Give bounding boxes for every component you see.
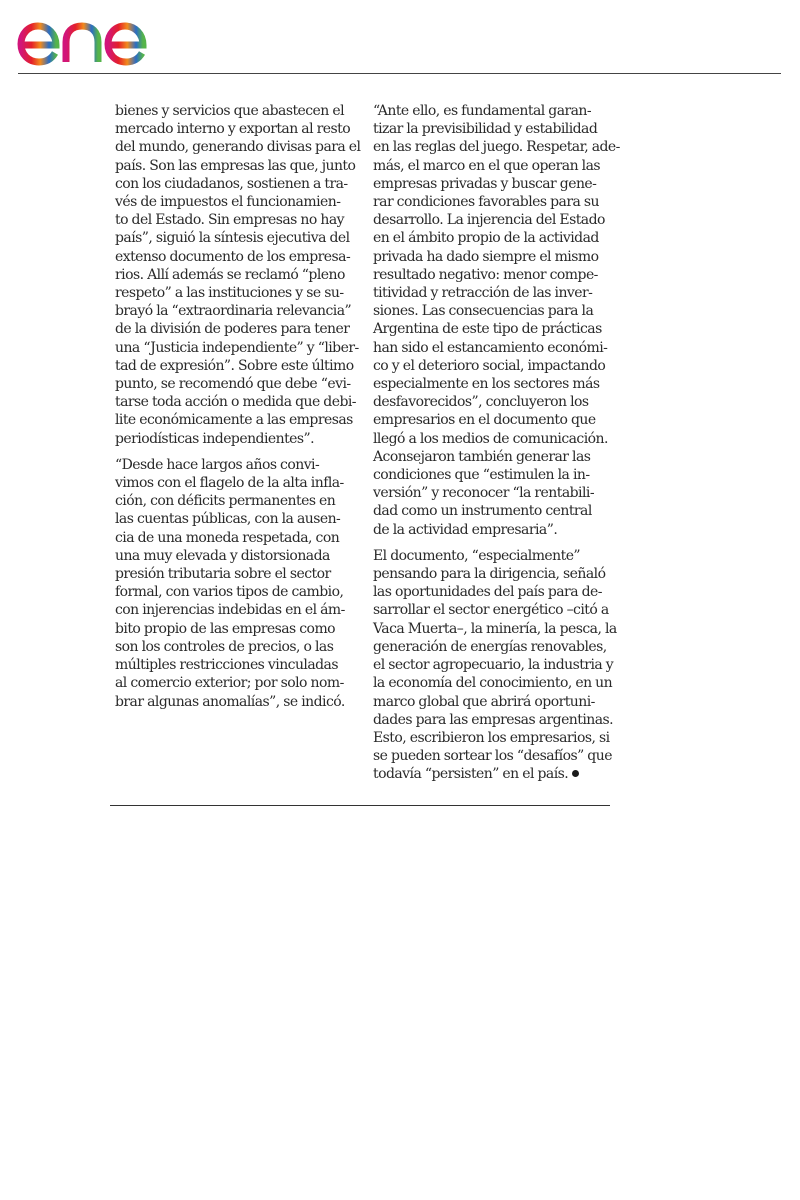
text-line: vés de impuestos el funcionamien- [115, 194, 341, 211]
text-line: vimos con el flagelo de la alta infla- [115, 475, 344, 492]
text-line: lite económicamente a las empresas [115, 412, 353, 429]
text-line: desarrollo. La injerencia del Estado [373, 212, 605, 229]
text-line: las oportunidades del país para de- [373, 584, 602, 601]
text-line: sarrollar el sector energético –citó a [373, 602, 609, 619]
text-line: mercado interno y exportan al resto [115, 121, 351, 138]
text-line: Esto, escribieron los empresarios, si [373, 729, 610, 746]
article-column-left [115, 102, 361, 711]
text-line: país”, siguió la síntesis ejecutiva del [115, 230, 350, 247]
text-line: empresas privadas y buscar gene- [373, 175, 597, 192]
paragraph [373, 102, 620, 539]
text-line: bienes y servicios que abastecen el [115, 103, 345, 119]
text-line: más, el marco en el que operan las [373, 157, 601, 174]
text-line: “Desde hace largos años convi- [115, 456, 320, 473]
text-line: generación de energías renovables, [373, 638, 607, 655]
text-line: país. Son las empresas las que, junto [115, 157, 356, 174]
text-line: pensando para la dirigencia, señaló [373, 566, 606, 583]
header-divider [18, 73, 781, 74]
text-line: ción, con déficits permanentes en [115, 493, 336, 510]
text-line: rar condiciones favorables para su [373, 194, 599, 211]
text-line: en el ámbito propio de la actividad [373, 230, 599, 247]
paragraph [115, 102, 361, 448]
paragraph-gap [373, 539, 613, 547]
text-line: las cuentas públicas, con la ausen- [115, 511, 341, 528]
text-line: del mundo, generando divisas para el [115, 139, 361, 156]
text-line: cia de una moneda respetada, con [115, 529, 340, 546]
text-line: “Ante ello, es fundamental garan- [373, 103, 592, 119]
text-line: Vaca Muerta–, la minería, la pesca, la [373, 620, 617, 637]
text-line-content: todavía “persisten” en el país. [373, 766, 569, 783]
text-line: brar algunas anomalías”, se indicó. [115, 693, 345, 710]
text-line: to del Estado. Sin empresas no hay [115, 212, 344, 229]
text-line: la economía del conocimiento, en un [373, 675, 613, 692]
text-line: periodísticas independientes”. [115, 430, 315, 447]
paragraph [115, 456, 355, 711]
footer-divider [110, 805, 610, 806]
text-line: empresarios en el documento que [373, 412, 596, 429]
text-line: múltiples restricciones vinculadas [115, 657, 338, 674]
text-line: son los controles de precios, o las [115, 638, 334, 655]
text-line: punto, se recomendó que debe “evi- [115, 376, 351, 393]
text-line: llegó a los medios de comunicación. [373, 430, 608, 447]
text-line-last [373, 765, 613, 783]
text-line: bito propio de las empresas como [115, 620, 336, 637]
text-line: formal, con varios tipos de cambio, [115, 584, 344, 601]
text-line: dades para las empresas argentinas. [373, 711, 614, 728]
text-line: Aconsejaron también generar las [373, 448, 591, 465]
text-line: co y el deterioro social, impactando [373, 357, 606, 374]
text-line: extenso documento de los empresa- [115, 248, 351, 265]
article-column-right [373, 102, 620, 784]
paragraph-gap [115, 448, 355, 456]
text-line: condiciones que “estimulen la in- [373, 467, 590, 484]
text-line: rios. Allí además se reclamó “pleno [115, 266, 345, 283]
text-line: El documento, “especialmente” [373, 547, 581, 564]
text-line: han sido el estancamiento económi- [373, 339, 608, 356]
text-line: marco global que abrirá oportuni- [373, 693, 595, 710]
text-line: privada ha dado siempre el mismo [373, 248, 599, 265]
text-line: se pueden sortear los “desafíos” que [373, 748, 612, 765]
text-line: brayó la “extraordinaria relevancia” [115, 303, 352, 320]
text-line: tarse toda acción o medida que debi- [115, 394, 356, 411]
text-line: con los ciudadanos, sostienen a tra- [115, 175, 348, 192]
text-line: tad de expresión”. Sobre este último [115, 357, 354, 374]
text-line: titividad y retracción de las inver- [373, 285, 593, 302]
enel-logo [16, 4, 186, 68]
text-line: con injerencias indebidas en el ám- [115, 602, 345, 619]
text-line: resultado negativo: menor compe- [373, 266, 598, 283]
text-line: al comercio exterior; por solo nom- [115, 675, 344, 692]
text-line: dad como un instrumento central [373, 503, 592, 520]
text-line: tizar la previsibilidad y estabilidad [373, 121, 598, 138]
text-line: el sector agropecuario, la industria y [373, 657, 614, 674]
text-line: especialmente en los sectores más [373, 376, 600, 393]
text-line: en las reglas del juego. Respetar, ade- [373, 139, 620, 156]
text-line: desfavorecidos”, concluyeron los [373, 394, 589, 411]
text-line: de la división de poderes para tener [115, 321, 350, 338]
text-line: de la actividad empresaria”. [373, 521, 558, 538]
paragraph [373, 547, 617, 784]
enel-logo-graphic [16, 4, 186, 68]
text-line: una “Justicia independiente” y “liber- [115, 339, 359, 356]
article-end-bullet-icon [572, 770, 579, 777]
text-line: Argentina de este tipo de prácticas [373, 321, 602, 338]
text-line: presión tributaria sobre el sector [115, 566, 331, 583]
text-line: una muy elevada y distorsionada [115, 547, 330, 564]
text-line: respeto” a las instituciones y se su- [115, 285, 344, 302]
text-line: siones. Las consecuencias para la [373, 303, 594, 320]
text-line: versión” y reconocer “la rentabili- [373, 485, 594, 502]
